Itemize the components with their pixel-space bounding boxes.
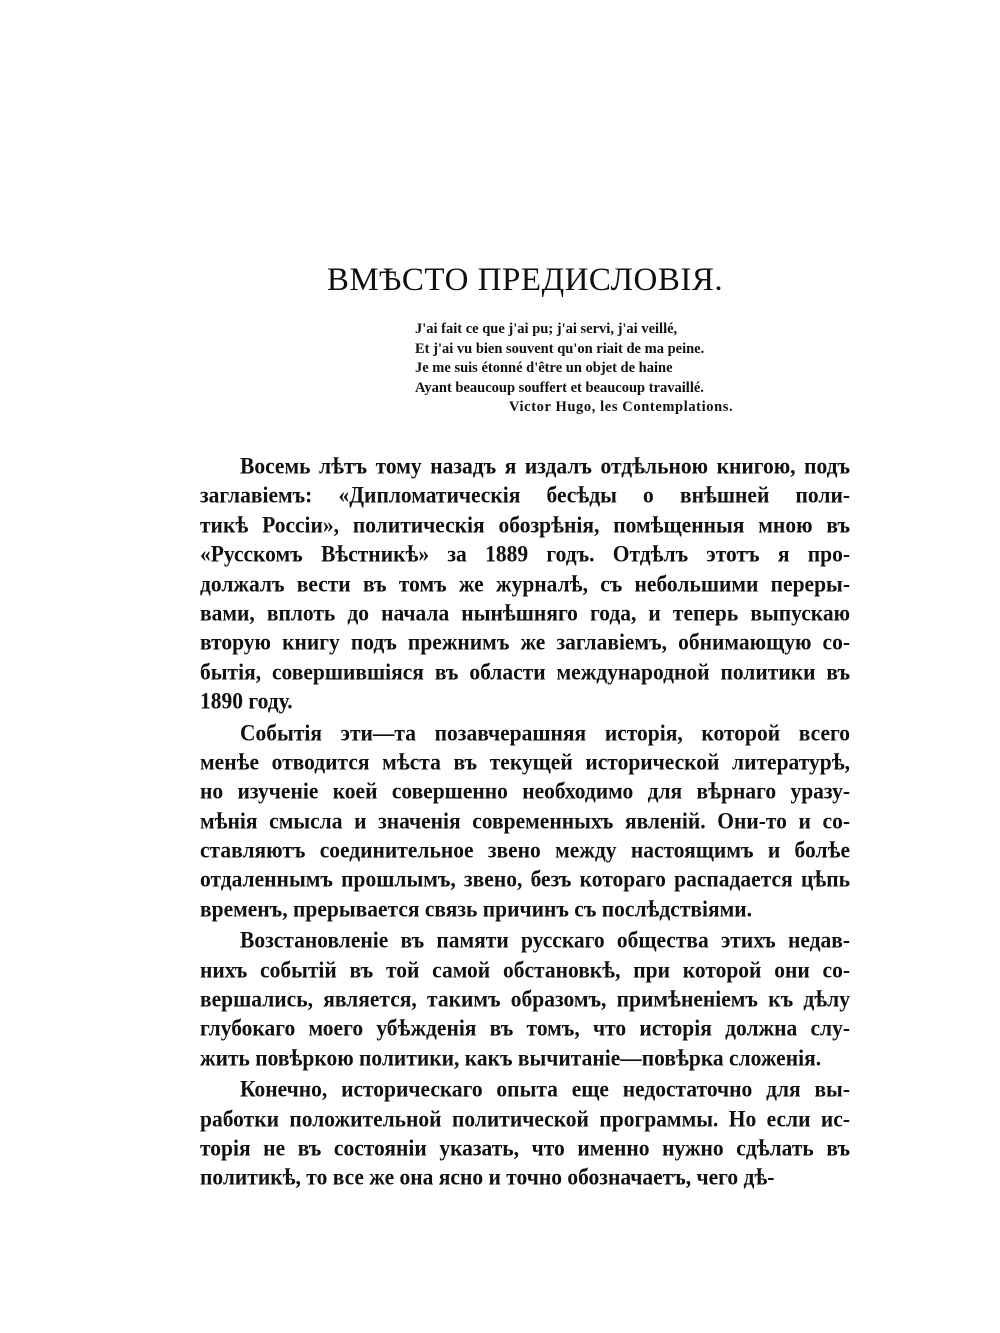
epigraph-line: Je me suis étonné d'être un objet de haine	[415, 360, 673, 376]
text-line: вами, вплоть до начала нынѣшняго года, и теперь выпускаю	[200, 599, 850, 626]
epigraph-line: Ayant beaucoup souffert et beaucoup travaillé.	[415, 379, 704, 396]
page-title: ВМѢСТО ПРЕДИСЛОВІЯ.	[326, 262, 724, 298]
text-line: работки положительной политической программы. Но если ис-	[200, 1105, 850, 1132]
paragraph	[200, 1075, 850, 1193]
text-line: Возстановленіе въ памяти русскаго общества этихъ недав-	[240, 927, 850, 954]
text-line: ставляютъ соединительное звено между настоящимъ и болѣе	[200, 837, 850, 863]
text-line: Конечно, историческаго опыта еще недостаточно для вы-	[240, 1076, 850, 1103]
epigraph	[415, 320, 835, 418]
text-line: жить повѣркою политики, какъ вычитаніе—повѣрка сложенія.	[200, 1044, 822, 1071]
text-line: 1890 году.	[200, 688, 293, 715]
text-line: временъ, прерывается связь причинъ съ послѣдствіями.	[200, 895, 753, 922]
paragraph	[200, 719, 850, 925]
epigraph-line: J'ai fait ce que j'ai pu; j'ai servi, j'ai veillé,	[415, 321, 678, 337]
body-text	[200, 452, 850, 1195]
text-line: должалъ вести въ томъ же журналѣ, съ небольшими переры-	[200, 570, 850, 597]
text-line: заглавіемъ: «Дипломатическія бесѣды о внѣшней поли-	[200, 482, 850, 509]
epigraph-attribution: Victor Hugo, les Contemplations.	[509, 399, 734, 415]
paragraph	[200, 926, 850, 1073]
text-line: вторую книгу подъ прежнимъ же заглавіемъ, обнимающую со-	[200, 629, 850, 656]
text-line: Событія эти—та позавчерашняя исторія, которой всего	[240, 719, 850, 746]
text-line: мѣнія смысла и значенія современныхъ явленій. Они-то и со-	[200, 807, 850, 834]
text-line: нихъ событій въ той самой обстановкѣ, при которой они со-	[200, 956, 850, 983]
text-line: политикѣ, то все же она ясно и точно обозначаетъ, чего дѣ-	[200, 1164, 775, 1191]
paragraph	[200, 452, 850, 717]
epigraph-line: Et j'ai vu bien souvent qu'on riait de ma peine.	[415, 340, 705, 357]
text-line: Восемь лѣтъ тому назадъ я издалъ отдѣльною книгою, подъ	[240, 452, 850, 479]
text-line: вершались, является, такимъ образомъ, примѣненіемъ къ дѣлу	[200, 986, 850, 1012]
text-line: менѣе отводится мѣста въ текущей исторической литературѣ,	[200, 748, 850, 775]
text-line: отдаленнымъ прошлымъ, звено, безъ котораго распадается цѣпь	[200, 866, 850, 893]
text-line: бытія, совершившіяся въ области международной политики въ	[200, 658, 850, 685]
text-line: глубокаго моего убѣжденія въ томъ, что исторія должна слу-	[200, 1015, 850, 1042]
text-line: но изученіе коей совершенно необходимо для вѣрнаго уразу-	[200, 778, 850, 805]
text-line: «Русскомъ Вѣстникѣ» за 1889 годъ. Отдѣлъ этотъ я про-	[200, 541, 850, 568]
text-line: тикѣ Россіи», политическія обозрѣнія, помѣщенныя мною въ	[200, 511, 850, 538]
text-line: торія не въ состояніи указать, что именно нужно сдѣлать въ	[200, 1134, 850, 1161]
